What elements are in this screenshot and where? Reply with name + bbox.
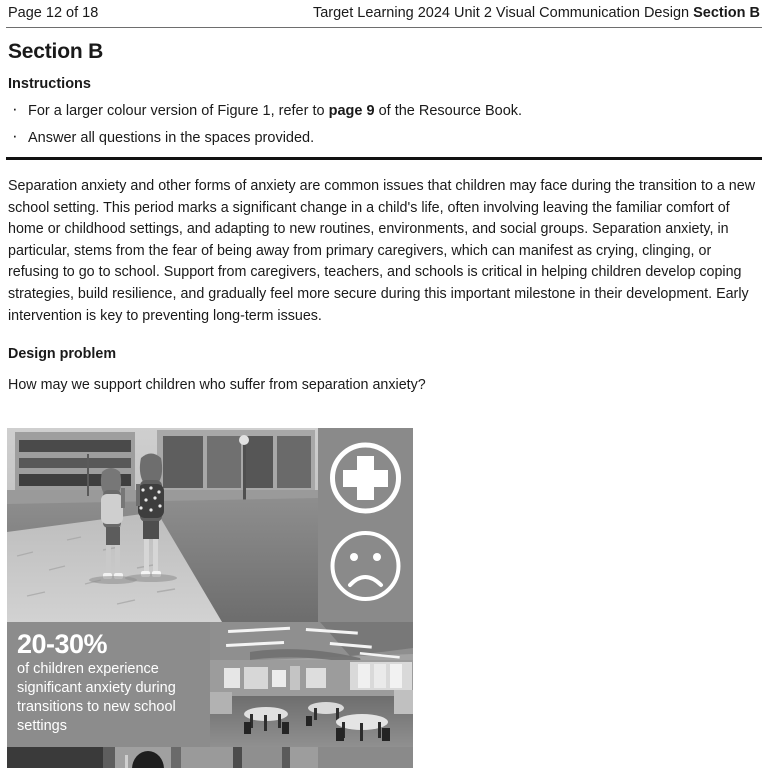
header-divider-rule (6, 27, 762, 28)
icon-column-artwork (318, 428, 413, 622)
section-divider-rule (6, 157, 762, 160)
two-children-walking-to-school-photo (7, 428, 318, 622)
instruction-1-after: of the Resource Book. (374, 103, 523, 119)
collage-row-3 (7, 747, 413, 768)
instructions-list (0, 102, 768, 147)
design-problem-question: How may we support children who suffer from separation anxiety? (8, 377, 426, 394)
statistic-caption: of children experience significant anxiety during transitions to new school settings (17, 661, 176, 734)
icon-column-bottom-artwork (318, 747, 413, 768)
page-title: Section B (8, 40, 104, 63)
hallway-photo-artwork (7, 747, 318, 768)
instructions-heading: Instructions (8, 76, 91, 92)
collage-row-2 (7, 622, 413, 747)
page-number-label: Page 12 of 18 (8, 5, 99, 21)
instruction-item-1 (0, 102, 768, 120)
statistic-block (7, 622, 210, 747)
exam-title-label (313, 4, 760, 22)
header-section-label: Section B (693, 5, 760, 21)
instruction-1-bold: page 9 (328, 103, 375, 119)
instruction-item-2 (0, 129, 768, 147)
instruction-1-before: For a larger colour version of Figure 1, refer to (28, 103, 329, 119)
collage-row-1 (7, 428, 413, 622)
statistic-number: 20-30% (17, 629, 108, 659)
instruction-2-before: Answer all questions in the spaces provided. (28, 130, 315, 146)
walking-photo-artwork (7, 428, 318, 622)
design-problem-heading: Design problem (8, 346, 117, 363)
school-hallway-child-photo (7, 747, 318, 768)
figure-1-collage (7, 428, 413, 768)
running-header (0, 0, 768, 25)
classroom-photo-artwork (210, 622, 413, 747)
stimulus-paragraph: Separation anxiety and other forms of anxiety are common issues that children may face during the transition to a new school setting. This period marks a significant change in a child's life, often involving leaving the familiar comfort of home or childhood settings, and adapting to new routines, environments, and social groups. Separation anxiety, in particular, stems from the fear of being away from primary caregivers, which can manifest as crying, clinging, or refusing to go to school. Support from caregivers, teachers, and schools is critical in helping children develop coping strategies, build resilience, and gradually feel more secure during this important milestone in their development. Early intervention is key to preventing long-term issues. (8, 178, 756, 324)
icon-column-top (318, 428, 413, 622)
exam-title-text: Target Learning 2024 Unit 2 Visual Communication Design (312, 5, 690, 21)
empty-classroom-photo (210, 622, 413, 747)
icon-column-bottom (318, 747, 413, 768)
